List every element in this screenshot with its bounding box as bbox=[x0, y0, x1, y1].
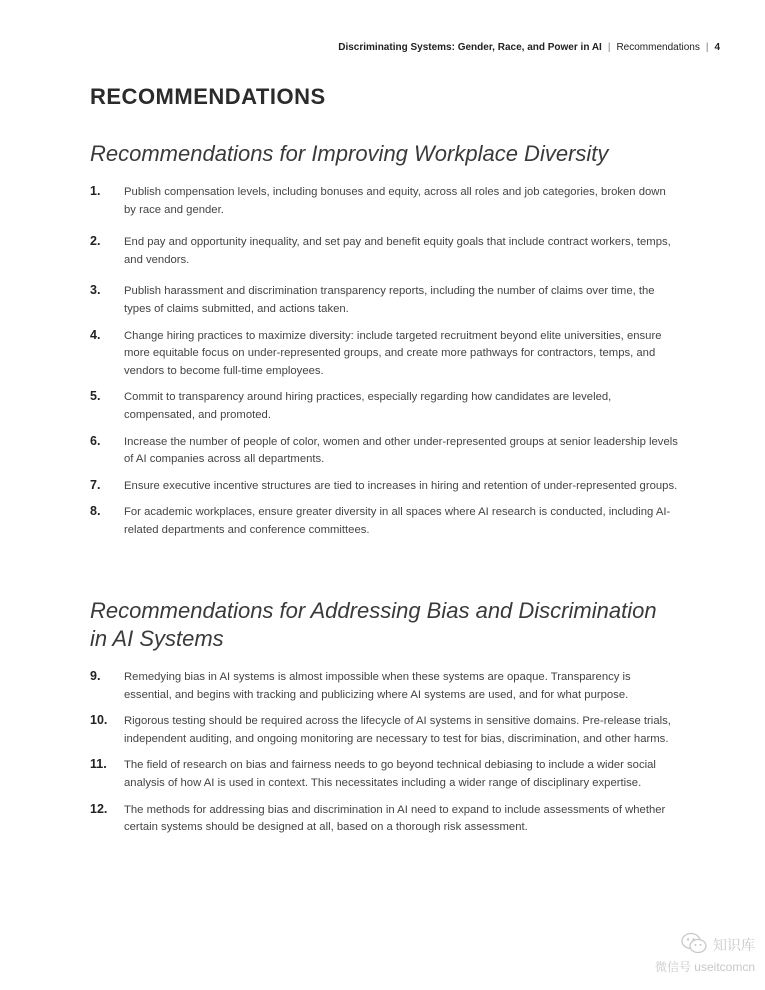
section-heading: Recommendations for Addressing Bias and Discrimination in AI Systems bbox=[90, 598, 657, 651]
recommendation-text: Ensure executive incentive structures are tied to increases in hiring and retention of under-represented groups. bbox=[124, 479, 678, 492]
recommendation-item bbox=[90, 504, 680, 539]
recommendation-number: 5. bbox=[90, 389, 101, 404]
recommendation-list bbox=[90, 669, 680, 837]
recommendation-number: 7. bbox=[90, 477, 101, 492]
recommendation-list bbox=[90, 184, 680, 540]
watermark-title: 知识库 bbox=[713, 937, 755, 953]
recommendation-item bbox=[90, 478, 680, 496]
recommendation-item bbox=[90, 234, 680, 269]
recommendation-item bbox=[90, 389, 680, 424]
recommendation-text: Publish compensation levels, including bonuses and equity, across all roles and job categories, broken down by race and gender. bbox=[124, 186, 666, 216]
recommendation-number: 11. bbox=[90, 757, 107, 772]
recommendation-number: 10. bbox=[90, 713, 108, 728]
recommendation-item bbox=[90, 434, 680, 469]
recommendation-number: 1. bbox=[90, 184, 101, 198]
recommendation-number: 8. bbox=[90, 504, 101, 519]
header-section: Recommendations bbox=[616, 42, 700, 53]
header-separator-2: | bbox=[705, 42, 709, 53]
section-heading: Recommendations for Improving Workplace Diversity bbox=[90, 141, 609, 166]
recommendation-text: Increase the number of people of color, women and other under-represented groups at senior leadership levels of AI companies across all departments. bbox=[124, 435, 678, 466]
recommendation-text: Publish harassment and discrimination transparency reports, including the number of claims over time, the types of claims submitted, and actions taken. bbox=[124, 285, 655, 315]
wechat-icon bbox=[681, 932, 707, 958]
recommendation-text: Remedying bias in AI systems is almost impossible when these systems are opaque. Transparency is essential, and begins with tracking and publicizing where AI systems are used, and for what purpose. bbox=[124, 671, 631, 701]
recommendation-text: The field of research on bias and fairness needs to go beyond technical debiasing to include a wider social analysis of how AI is used in context. This necessitates including a wider range of disciplinary expertise. bbox=[124, 759, 656, 789]
recommendation-text: Rigorous testing should be required across the lifecycle of AI systems in sensitive domains. Pre-release trials, independent auditing, and ongoing monitoring are necessary to test for bias, discrimination, and other harms. bbox=[124, 715, 671, 745]
recommendation-text: The methods for addressing bias and discrimination in AI need to expand to include assessments of whether certain systems should be designed at all, based on a thorough risk assessment. bbox=[124, 803, 666, 834]
recommendation-number: 9. bbox=[90, 669, 101, 683]
section-workplace-diversity bbox=[90, 140, 680, 540]
recommendation-item bbox=[90, 802, 680, 837]
running-header bbox=[338, 42, 720, 53]
recommendation-text: Commit to transparency around hiring practices, especially regarding how candidates are leveled, compensated, and promoted. bbox=[124, 391, 612, 421]
section-bias-discrimination bbox=[90, 597, 680, 837]
recommendation-number: 4. bbox=[90, 327, 101, 342]
watermark bbox=[655, 932, 755, 976]
watermark-subtitle: 微信号 useitcomcn bbox=[654, 960, 755, 974]
recommendation-text: For academic workplaces, ensure greater diversity in all spaces where AI research is conducted, including AI-related departments and conference committees. bbox=[124, 506, 671, 536]
recommendation-item bbox=[90, 184, 680, 219]
recommendation-item bbox=[90, 283, 680, 318]
header-page-number: 4 bbox=[714, 42, 720, 53]
recommendation-item bbox=[90, 713, 680, 748]
recommendation-number: 6. bbox=[90, 433, 101, 448]
recommendation-item bbox=[90, 669, 680, 704]
header-document-title: Discriminating Systems: Gender, Race, and Power in AI bbox=[338, 42, 602, 53]
recommendation-item bbox=[90, 757, 680, 792]
recommendation-item bbox=[90, 328, 680, 381]
header-separator: | bbox=[607, 42, 611, 53]
recommendation-text: End pay and opportunity inequality, and set pay and benefit equity goals that include contract workers, temps, and vendors. bbox=[124, 236, 671, 266]
page-title: RECOMMENDATIONS bbox=[90, 84, 326, 109]
recommendation-number: 2. bbox=[90, 234, 101, 249]
recommendation-text: Change hiring practices to maximize diversity: include targeted recruitment beyond elite universities, ensure more equitable focus on under-represented groups, and create more pathways for contractors, temps, and vendors to become full-time employees. bbox=[124, 329, 662, 377]
recommendation-number: 3. bbox=[90, 283, 101, 298]
recommendation-number: 12. bbox=[90, 801, 108, 816]
